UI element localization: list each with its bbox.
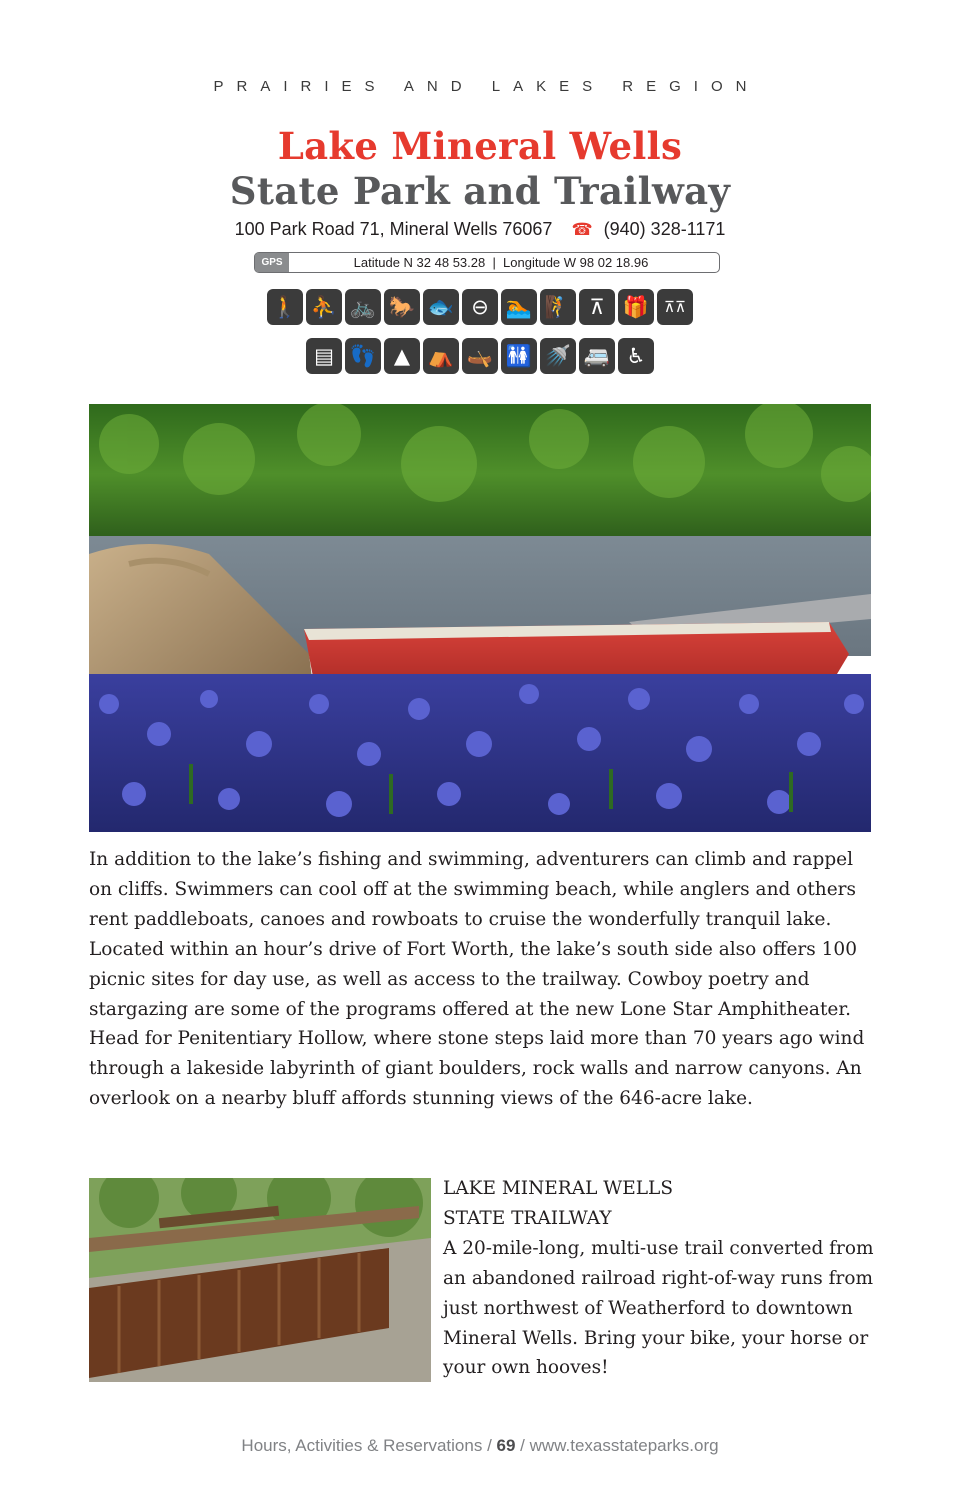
region-header: PRAIRIES AND LAKES REGION	[213, 78, 760, 95]
gps-coordinates: Latitude N 32 48 53.28 | Longitude W 98 02 18.96	[353, 255, 649, 270]
accessible-icon: ♿	[618, 338, 654, 374]
bridge-photo	[89, 1178, 431, 1382]
amphitheater-icon: ▤	[306, 338, 342, 374]
phone-icon: ☎	[571, 220, 593, 239]
geocache-icon: 👣	[345, 338, 381, 374]
trailway-heading-line1: LAKE MINERAL WELLS	[443, 1178, 674, 1199]
gps-box	[254, 252, 720, 273]
gps-badge: GPS	[255, 253, 289, 272]
picnic-table-icon: ⊼	[579, 289, 615, 325]
phone-number: (940) 328-1171	[603, 219, 726, 239]
park-title-line1: Lake Mineral Wells	[277, 124, 683, 168]
swimming-icon: 🏊	[501, 289, 537, 325]
biking-icon: 🚲	[345, 289, 381, 325]
gift-shop-icon: 🎁	[618, 289, 654, 325]
boat-ramp-icon: ⊖	[462, 289, 498, 325]
hiking-icon: 🚶	[267, 289, 303, 325]
nature-trail-icon: ⛹	[306, 289, 342, 325]
amenity-icons-row1	[0, 289, 960, 325]
footer-separator: /	[482, 1436, 497, 1455]
trailway-text: A 20-mile-long, multi-use trail converted from an abandoned railroad right-of-way runs from just northwest of Weatherford to downtown Mineral Wells. Bring your bike, your horse or your own hooves!	[443, 1237, 874, 1379]
fishing-icon: 🐟	[423, 289, 459, 325]
restrooms-icon: 🚻	[501, 338, 537, 374]
horseback-riding-icon: 🐎	[384, 289, 420, 325]
address-line	[0, 219, 960, 240]
tent-camping-icon: ▲	[384, 338, 420, 374]
rock-climbing-icon: 🧗	[540, 289, 576, 325]
address-text: 100 Park Road 71, Mineral Wells 76067	[234, 219, 553, 239]
trailway-sidebar	[443, 1174, 893, 1383]
footer-url[interactable]: www.texasstateparks.org	[529, 1436, 719, 1455]
park-description: In addition to the lake’s fishing and swimming, adventurers can climb and rappel on cliffs. Swimmers can cool off at the swimming beach, while anglers and others rent paddleboats, canoes and rowboats to cruise the wonderfully tranquil lake. Located within an hour’s drive of Fort Worth, the lake’s south side also offers 100 picnic sites for day use, as well as access to the trailway. Cowboy poetry and stargazing are some of the programs offered at the new Lone Star Amphitheater. Head for Penitentiary Hollow, where stone steps laid more than 70 years ago wind through a lakeside labyrinth of giant boulders, rock walls and narrow canyons. An overlook on a nearby bluff affords stunning views of the 646-acre lake.	[89, 849, 865, 1110]
page-footer	[0, 1436, 960, 1456]
water-camping-icon: ⛺	[423, 338, 459, 374]
rentals-icon: 🛶	[462, 338, 498, 374]
hero-photo-lake-boat-bluebonnets	[89, 404, 871, 832]
rv-dump-station-icon: 🚐	[579, 338, 615, 374]
group-picnic-icon: ⊼⊼	[657, 289, 693, 325]
footer-label: Hours, Activities & Reservations	[241, 1436, 483, 1455]
park-title-line2: State Park and Trailway	[229, 169, 731, 213]
page-number: 69	[496, 1436, 516, 1455]
amenity-icons-row2	[0, 338, 960, 374]
showers-icon: 🚿	[540, 338, 576, 374]
trailway-heading-line2: STATE TRAILWAY	[443, 1207, 612, 1229]
footer-separator: /	[515, 1436, 530, 1455]
